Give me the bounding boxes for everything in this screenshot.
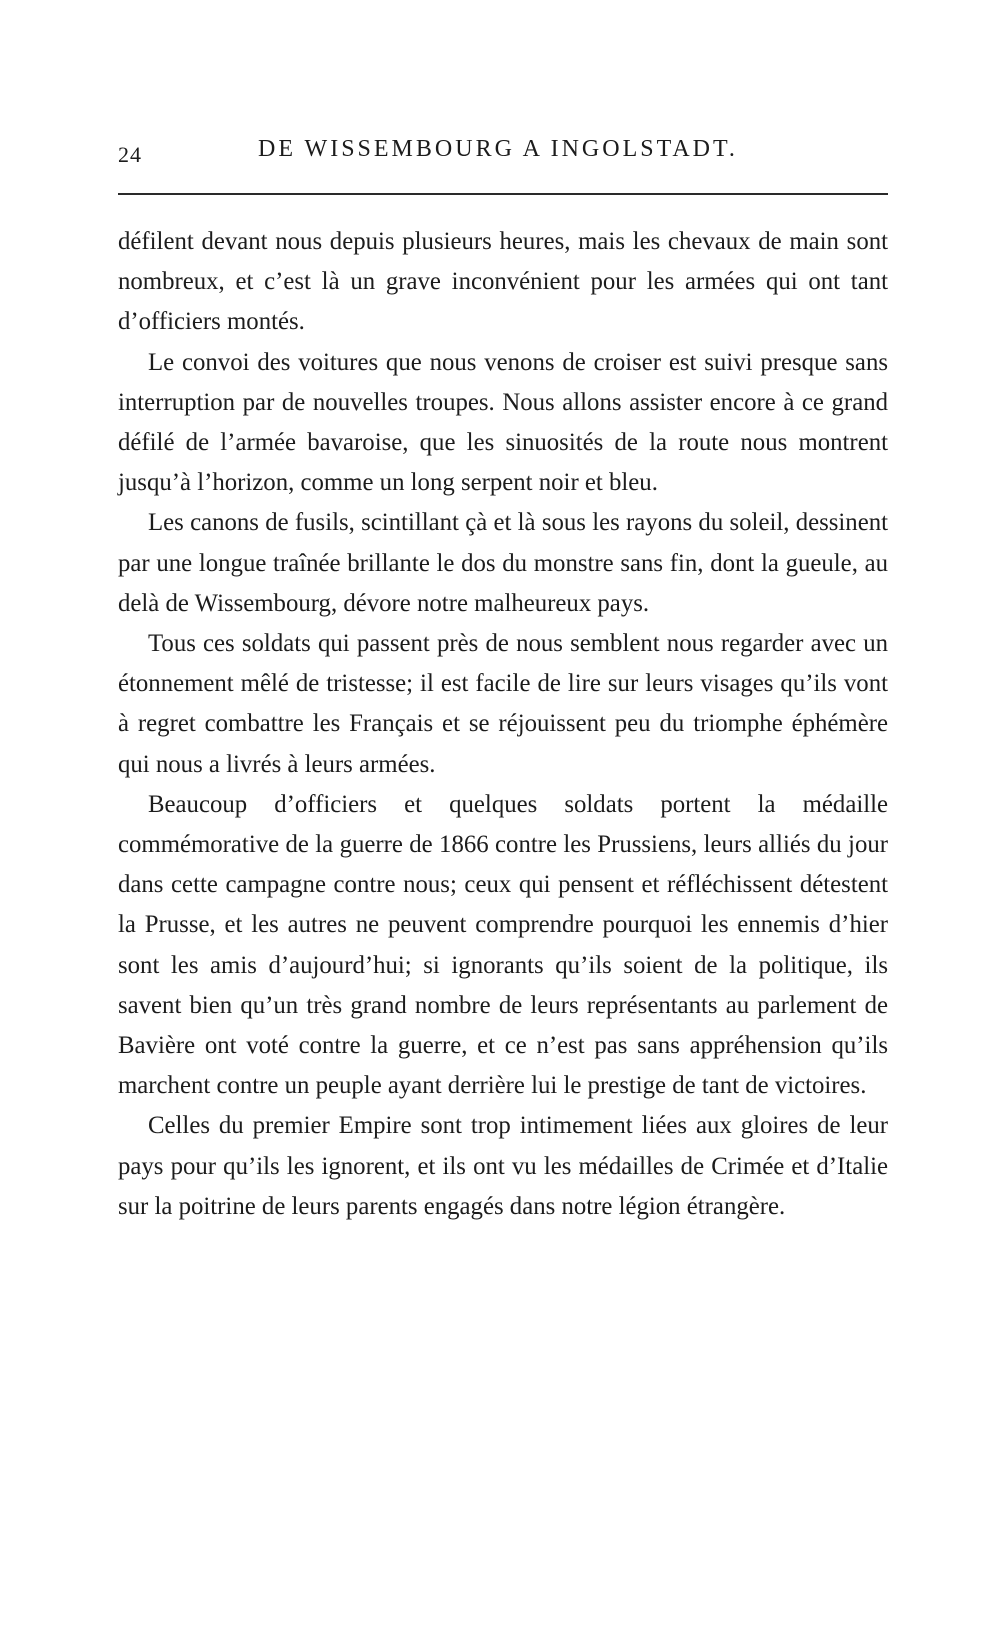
paragraph: Les canons de fusils, scintillant çà et là sous les rayons du soleil, dessinent par une longue traînée brillante le dos du monstre sans fin, dont la gueule, au delà de Wissembourg, dévore notre malheureux pays.: [118, 509, 888, 617]
paragraph: Beaucoup d’officiers et quelques soldats portent la médaille commémorative de la guerre de 1866 contre les Prussiens, leurs alliés du jour dans cette campagne contre nous; ceux qui pensent et réfléchissent détestent la Prusse, et les autres ne peuvent comprendre pourquoi les ennemis d’hier sont les amis d’aujourd’hui; si ignorants qu’ils soient de la politique, ils savent bien qu’un très grand nombre de leurs représentants au parlement de Bavière ont voté contre la guerre, et ce n’est pas sans appréhension qu’ils marchent contre un peuple ayant derrière lui le prestige de tant de victoires.: [118, 790, 888, 1100]
body-text: [118, 222, 888, 1227]
paragraph-continuation: défilent devant nous depuis plusieurs heures, mais les chevaux de main sont nombreux, et c’est là un grave inconvénient pour les armées qui ont tant d’officiers montés.: [118, 228, 888, 336]
paragraph: Celles du premier Empire sont trop intimement liées aux gloires de leur pays pour qu’ils les ignorent, et ils ont vu les médailles de Crimée et d’Italie sur la poitrine de leurs parents engagés dans notre légion étrangère.: [118, 1112, 888, 1220]
paragraph: Le convoi des voitures que nous venons de croiser est suivi presque sans interruption par de nouvelles troupes. Nous allons assister encore à ce grand défilé de l’armée bavaroise, que les sinuosités de la route nous montrent jusqu’à l’horizon, comme un long serpent noir et bleu.: [118, 348, 888, 497]
running-head: [118, 136, 888, 176]
running-title: DE WISSEMBOURG A INGOLSTADT.: [258, 136, 738, 162]
paragraph: Tous ces soldats qui passent près de nous semblent nous regarder avec un étonnement mêlé de tristesse; il est facile de lire sur leurs visages qu’ils vont à regret combattre les Français et se réjouissent peu du triomphe éphémère qui nous a livrés à leurs armées.: [118, 630, 888, 778]
header-rule: [118, 193, 888, 195]
page-number: 24: [118, 142, 142, 167]
